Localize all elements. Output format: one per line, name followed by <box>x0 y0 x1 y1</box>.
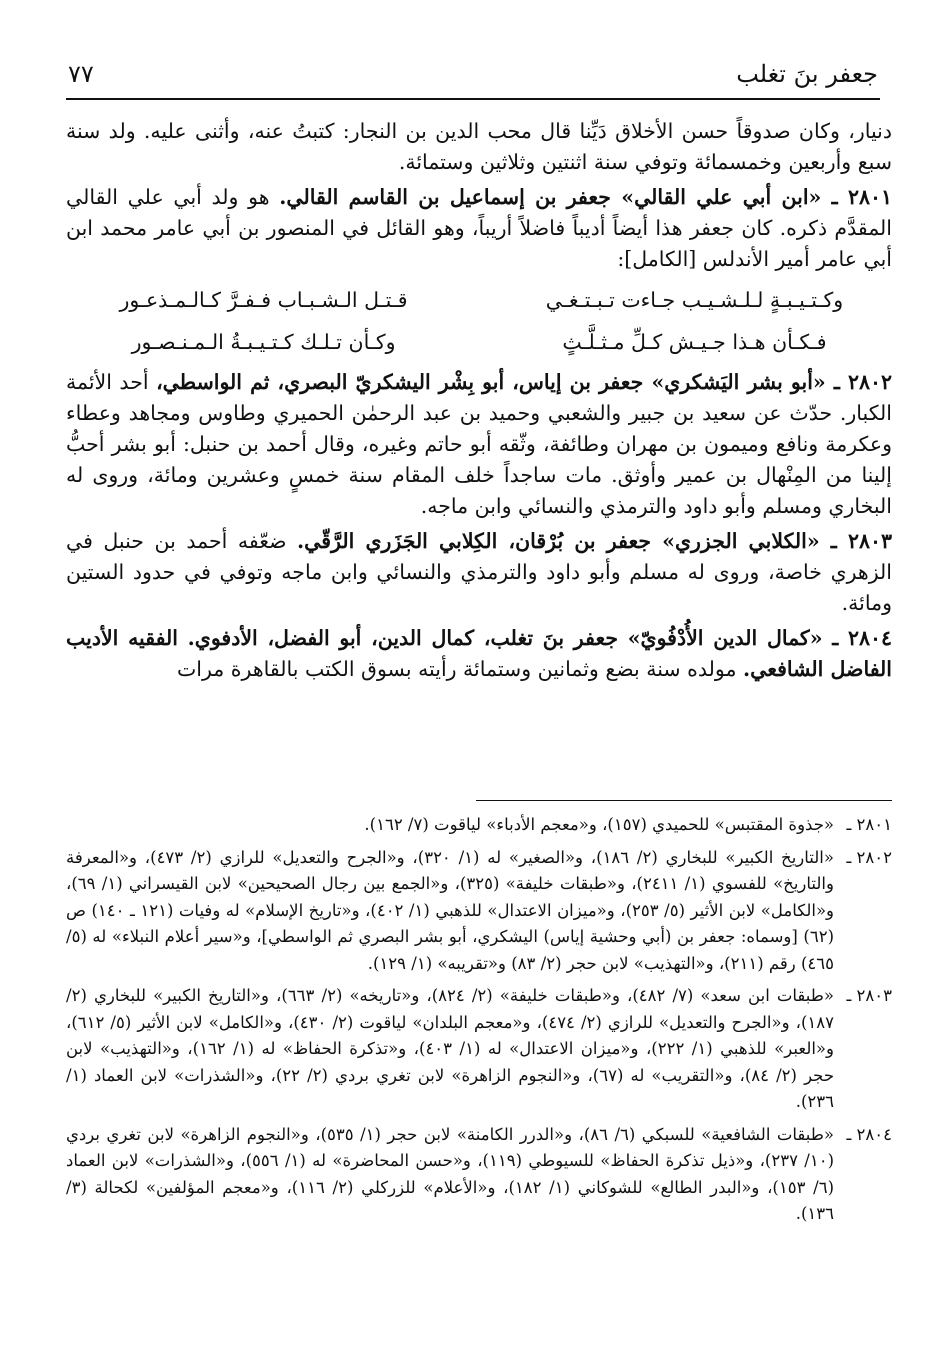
footnote-2801 <box>66 812 892 839</box>
entry-2803-text: ضعّفه أحمد بن حنبل في الزهري خاصة، وروى له مسلم وأبو داود والترمذي والنسائي وابن ماجه وتوفي في حدود الستين ومائة. <box>66 529 892 615</box>
footnotes <box>66 812 892 1234</box>
footnote-text: «طبقات ابن سعد» (٧/ ٤٨٢)، و«طبقات خليفة» (٢/ ٨٢٤)، و«تاريخه» (٢/ ٦٦٣)، و«التاريخ الكبير» للبخاري (٢/ ١٨٧)، و«الجرح والتعديل» للرازي (٢/ ٤٧٤)، و«معجم البلدان» لياقوت (٢/ ٤٣٠)، و«الكامل» لابن الأثير (٥/ ٦١٢)، و«العبر» للذهبي (١/ ٢٢٢)، و«ميزان الاعتدال» له (١/ ٤٠٣)، و«تذكرة الحفاظ» له (١/ ١٦٢)، و«التهذيب» لابن حجر (٢/ ٨٤)، و«التقريب» له (٦٧)، و«النجوم الزاهرة» لابن تغري بردي (٢/ ٢٢)، و«الشذرات» لابن العماد (١/ ٢٣٦). <box>66 986 835 1111</box>
footnote-2803 <box>66 983 892 1116</box>
entry-2801 <box>66 182 892 275</box>
entry-2804-text: مولده سنة بضع وثمانين وستمائة رأيته بسوق الكتب بالقاهرة مرات <box>176 657 737 681</box>
entry-2803 <box>66 526 892 619</box>
main-text <box>66 116 892 689</box>
entry-2802 <box>66 367 892 522</box>
footnote-number: ٢٨٠٢ ـ <box>846 847 892 867</box>
entry-2804 <box>66 623 892 685</box>
poem <box>66 279 892 363</box>
verse-2-first-hemistich: فـكـأن هـذا جـيـش كـلِّ مـثـلَّـثٍ <box>562 329 827 354</box>
footnote-text: «جذوة المقتبس» للحميدي (١٥٧)، و«معجم الأدباء» لياقوت (٧/ ١٦٢). <box>364 815 834 834</box>
verse-1-second-hemistich: قـتـل الـشـبـاب فـفـرَّ كـالـمـذعـور <box>119 287 408 312</box>
footnote-number: ٢٨٠١ ـ <box>846 815 892 834</box>
footnote-number: ٢٨٠٤ ـ <box>846 1124 892 1144</box>
entry-2801-heading: ٢٨٠١ ـ «ابن أبي علي القالي» جعفر بن إسماعيل بن القاسم القالي. <box>279 185 892 209</box>
running-title: جعفر بنَ تغلب <box>736 60 878 88</box>
footnote-2804 <box>66 1122 892 1228</box>
entry-2802-text: أحد الأئمة الكبار. حدّث عن سعيد بن جبير والشعبي وحميد بن عبد الرحمٰن الحميري وطاوس ومجاهد وعطاء وعكرمة ونافع وميمون بن مهران وطائفة، وثّقه أبو حاتم وغيره، وقال أحمد بن حنبل: أبو بشر أحبُّ إلينا من المِنْهال بن عمير وأوثق. مات ساجداً خلف المقام سنة خمسٍ وعشرين ومائة، وروى له البخاري ومسلم وأبو داود والترمذي والنسائي وابن ماجه. <box>66 370 892 518</box>
intro-paragraph: دنيار، وكان صدوقاً حسن الأخلاق دَيِّنا قال محب الدين بن النجار: كتبتُ عنه، وأثنى عليه. ولد سنة سبع وأربعين وخمسمائة وتوفي سنة اثنتين وثلاثين وستمائة. <box>66 119 892 174</box>
entry-2801-text: هو ولد أبي علي القالي المقدَّم ذكره. كان جعفر هذا أيضاً أديباً فاضلاً أريباً، وهو القائل في المنصور بن أبي عامر محمد ابن أبي عامر أمير الأندلس [الكامل]: <box>66 185 892 271</box>
verse-1-first-hemistich: وكـتـيـبـةٍ لـلـشـيـب جـاءت تـبـتـغـي <box>545 287 844 312</box>
page-number: ٧٧ <box>68 60 94 88</box>
verse-1 <box>66 279 892 321</box>
entry-2804-heading: ٢٨٠٤ ـ «كمال الدين الأُدْفُويّ» جعفر بنَ تغلب، كمال الدين، أبو الفضل، الأدفوي. الفقيه الأديب الفاضل الشافعي. <box>66 626 892 681</box>
verse-2-second-hemistich: وكـأن تـلـك كـتـيـبـةُ الـمـنـصـور <box>131 329 396 354</box>
footnote-2802 <box>66 845 892 978</box>
footnote-separator <box>476 800 892 801</box>
footnote-text: «طبقات الشافعية» للسبكي (٦/ ٨٦)، و«الدرر الكامنة» لابن حجر (١/ ٥٣٥)، و«النجوم الزاهرة» لابن تغري بردي (١٠/ ٢٣٧)، و«ذيل تذكرة الحفاظ» للسيوطي (١١٩)، و«حسن المحاضرة» له (١/ ٥٥٦)، و«الشذرات» لابن العماد (٦/ ١٥٣)، و«البدر الطالع» للشوكاني (١/ ١٨٢)، و«الأعلام» للزركلي (٢/ ١١٦)، و«معجم المؤلفين» لكحالة (٣/ ١٣٦). <box>66 1124 835 1223</box>
running-header <box>66 58 880 100</box>
footnote-number: ٢٨٠٣ ـ <box>846 986 892 1005</box>
entry-2803-heading: ٢٨٠٣ ـ «الكلابي الجزري» جعفر بن بُرْقان، الكِلابي الجَزَري الرَّقّي. <box>297 529 892 553</box>
entry-2802-heading: ٢٨٠٢ ـ «أبو بشر اليَشكري» جعفر بن إياس، أبو بِشْر اليشكريّ البصري، ثم الواسطي، <box>156 370 892 394</box>
verse-2 <box>66 321 892 363</box>
footnote-text: «التاريخ الكبير» للبخاري (٢/ ١٨٦)، و«الصغير» له (١/ ٣٢٠)، و«الجرح والتعديل» للرازي (٢/ ٤٧٣)، و«المعرفة والتاريخ» للفسوي (١/ ٢٤١١)، و«طبقات خليفة» (٣٢٥)، و«الجمع بين رجال الصحيحين» لابن القيسراني (١/ ٦٩)، و«الكامل» لابن الأثير (٥/ ٢٥٣)، و«ميزان الاعتدال» للذهبي (١/ ٤٠٢)، و«تاريخ الإسلام» له وفيات (١٢١ ـ ١٤٠) ص (٦٢) [وسماه: جعفر بن (أبي وحشية إياس) اليشكري، أبو بشر البصري ثم الواسطي]، و«سير أعلام النبلاء» له (٥/ ٤٦٥) رقم (٢١١)، و«التهذيب» لابن حجر (٢/ ٨٣) و«تقريبه» (١/ ١٢٩). <box>66 847 835 973</box>
